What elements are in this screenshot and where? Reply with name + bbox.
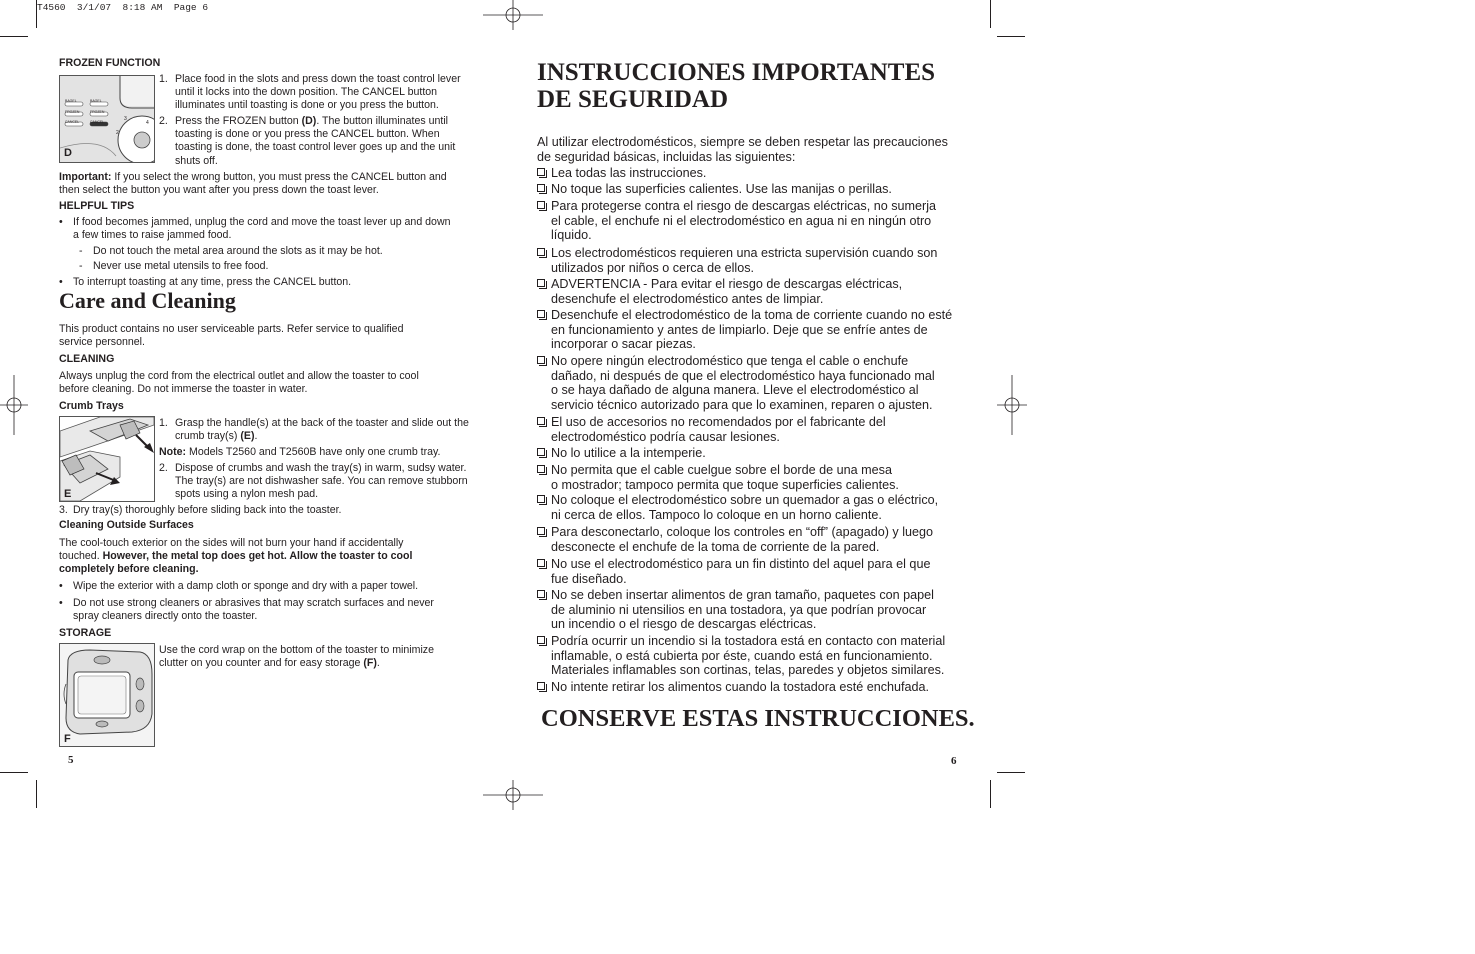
conserve-heading: CONSERVE ESTAS INSTRUCCIONES. xyxy=(541,705,975,732)
figure-reference: (E) xyxy=(240,430,255,443)
safety-item-text: un incendio o el riesgo de descargas eléctricas. xyxy=(551,617,817,631)
intro-text: de seguridad básicas, incluidas las siguientes: xyxy=(537,149,796,164)
step-text: . The button illuminates until xyxy=(316,115,449,127)
safety-item-text: servicio técnico autorizado para que lo examinen, reparen o ajusten. xyxy=(551,397,933,412)
safety-item-text: en funcionamiento y antes de limpiarlo. Deje que se enfríe antes de xyxy=(551,322,928,337)
checkbox-bullet-icon xyxy=(537,356,545,364)
safety-title-line: DE SEGURIDAD xyxy=(537,86,729,113)
safety-item-text: electrodoméstico podría causar lesiones. xyxy=(551,429,780,444)
crop-mark xyxy=(990,780,991,808)
figure-label: FROZEN xyxy=(90,110,105,114)
care-and-cleaning-title: Care and Cleaning xyxy=(59,288,236,313)
page-number: 6 xyxy=(951,755,957,767)
step-text: Dry tray(s) thoroughly before sliding back into the toaster. xyxy=(73,504,342,516)
bullet: • xyxy=(59,580,63,592)
checkbox-bullet-icon xyxy=(537,417,545,425)
checkbox-bullet-icon xyxy=(537,682,545,690)
step-text-line: toasting is done or you press the CANCEL button. When xyxy=(175,128,440,141)
storage-text: Use the cord wrap on the bottom of the toaster to minimize xyxy=(159,644,434,656)
outside-text: touched. xyxy=(59,550,103,563)
note-label: Note: xyxy=(159,446,187,458)
safety-item-text: No lo utilice a la intemperie. xyxy=(551,446,706,460)
crop-mark xyxy=(990,0,991,28)
checkbox-bullet-icon xyxy=(537,559,545,567)
safety-item-text: No opere ningún electrodoméstico que tenga el cable o enchufe xyxy=(551,354,909,368)
tip-text: To interrupt toasting at any time, press the CANCEL button. xyxy=(73,276,352,288)
safety-title-line: INSTRUCCIONES IMPORTANTES xyxy=(537,59,936,86)
care-text: This product contains no user serviceable parts. Refer service to qualified xyxy=(59,323,404,335)
step-text: crumb tray(s) xyxy=(175,430,241,443)
safety-item-text: Desenchufe el electrodoméstico de la toma de corriente cuando no esté xyxy=(551,308,953,322)
outside-paragraph xyxy=(59,537,499,577)
safety-item-text: desconecte el enchufe de la toma de corriente de la pared. xyxy=(551,539,880,554)
safety-item-text: inflamable, o está cubierta por éste, cuando está en funcionamiento. xyxy=(551,648,933,663)
safety-item-text: fue diseñado. xyxy=(551,571,627,586)
sub-tip-text: Never use metal utensils to free food. xyxy=(93,260,269,272)
safety-item-text: No use el electrodoméstico para un fin distinto del aquel para el que xyxy=(551,557,931,571)
crop-mark xyxy=(997,772,1025,773)
safety-item-text: utilizados por niños o cerca de ellos. xyxy=(551,260,755,275)
step-number: 3. xyxy=(59,504,68,516)
cord-wrap-illustration xyxy=(60,644,154,746)
safety-item-text: Podría ocurrir un incendio si la tostadora está en contacto con material xyxy=(551,634,946,648)
svg-text:2: 2 xyxy=(116,130,119,136)
important-text: If you select the wrong button, you must press the CANCEL button and xyxy=(111,171,447,183)
figure-letter: D xyxy=(64,146,72,159)
checkbox-bullet-icon xyxy=(537,448,545,456)
checkbox-bullet-icon xyxy=(537,201,545,209)
safety-item-text: de aluminio ni utensilios en una tostadora, ya que podrían provocar xyxy=(551,602,927,617)
safety-item-text: o se haya dañado de alguna manera. Lleve el electrodoméstico al xyxy=(551,383,919,397)
crop-mark xyxy=(0,772,28,773)
cleaning-text: Always unplug the cord from the electrical outlet and allow the toaster to cool xyxy=(59,370,419,382)
dash: - xyxy=(79,260,83,272)
step-number: 2. xyxy=(159,462,168,474)
safety-item-text: No toque las superficies calientes. Use las manijas o perillas. xyxy=(551,182,892,196)
crop-mark xyxy=(997,36,1025,37)
figure-letter: F xyxy=(64,732,71,745)
figure-label: BAGEL xyxy=(90,99,102,103)
checkbox-bullet-icon xyxy=(537,248,545,256)
checkbox-bullet-icon xyxy=(537,279,545,287)
crop-mark xyxy=(0,36,28,37)
safety-item-text: incorporar o sacar piezas. xyxy=(551,337,696,351)
safety-item-text: No permita que el cable cuelgue sobre el borde de una mesa xyxy=(551,463,892,477)
safety-item-text: líquido. xyxy=(551,228,592,242)
checkbox-bullet-icon xyxy=(537,590,545,598)
tip-text: If food becomes jammed, unplug the cord and move the toast lever up and down xyxy=(73,216,451,228)
safety-item-text: Para desconectarlo, coloque los controles en “off” (apagado) y luego xyxy=(551,525,934,539)
step-text-line: toasting is done, the toast control lever goes up and the unit xyxy=(175,141,456,154)
figure-reference: (D) xyxy=(301,115,317,127)
bullet: • xyxy=(59,597,63,609)
crop-mark xyxy=(36,780,37,808)
step-text: . xyxy=(254,430,258,443)
outside-text: The cool-touch exterior on the sides will not burn your hand if accidentally xyxy=(59,537,404,549)
figure-letter: E xyxy=(64,487,72,500)
safety-item-text: ni cerca de ellos. Tampoco lo coloque en un horno caliente. xyxy=(551,507,882,522)
figure-label: CANCEL xyxy=(90,120,105,124)
outside-warning: completely before cleaning. xyxy=(59,563,199,576)
frozen-heading: FROZEN FUNCTION xyxy=(59,57,161,69)
outside-warning: However, the metal top does get hot. Allow the toaster to cool xyxy=(102,550,413,563)
checkbox-bullet-icon xyxy=(537,495,545,503)
safety-item-text: Materiales inflamables son cortinas, telas, paredes y objetos similares. xyxy=(551,663,945,677)
step-text-line: Dispose of crumbs and wash the tray(s) in warm, sudsy water. xyxy=(175,462,467,474)
safety-item-text: o mostrador; tampoco permita que toque superficies calientes. xyxy=(551,477,899,492)
crumb-trays-heading: Crumb Trays xyxy=(59,400,124,412)
safety-item-text: dañado, ni después de que el electrodoméstico haya funcionado mal xyxy=(551,368,935,383)
safety-item-text: El uso de accesorios no recomendados por el fabricante del xyxy=(551,415,886,429)
step-number: 1. xyxy=(159,73,168,85)
outside-surfaces-heading: Cleaning Outside Surfaces xyxy=(59,519,194,531)
safety-item-text: ADVERTENCIA - Para evitar el riesgo de descargas eléctricas, xyxy=(551,277,903,291)
safety-title xyxy=(537,59,935,113)
safety-item-text: No coloque el electrodoméstico sobre un quemador a gas o eléctrico, xyxy=(551,493,939,507)
figure-e xyxy=(59,416,155,502)
figure-reference: (F) xyxy=(363,657,377,670)
outside-bullet-text: Wipe the exterior with a damp cloth or sponge and dry with a paper towel. xyxy=(73,580,419,592)
step-text: Press the FROZEN button xyxy=(175,115,302,127)
svg-text:3: 3 xyxy=(124,116,127,122)
step-text-line: The tray(s) are not dishwasher safe. You can remove stubborn xyxy=(175,475,468,488)
figure-f xyxy=(59,643,155,747)
step-text-line: spots using a nylon mesh pad. xyxy=(175,488,319,501)
cleaning-paragraph xyxy=(59,370,499,396)
safety-item-text: No se deben insertar alimentos de gran tamaño, paquetes con papel xyxy=(551,588,934,602)
important-note xyxy=(59,171,499,197)
safety-item-text: Lea todas las instrucciones. xyxy=(551,166,707,180)
checkbox-bullet-icon xyxy=(537,636,545,644)
storage-text: clutter on you counter and for easy storage xyxy=(159,657,364,670)
important-text: then select the button you want after you press down the toast lever. xyxy=(59,184,379,197)
crumb-tray-illustration xyxy=(60,417,154,501)
figure-label: BAGEL xyxy=(65,99,77,103)
step-text-line: until it locks into the down position. The CANCEL button xyxy=(175,86,438,99)
checkbox-bullet-icon xyxy=(537,527,545,535)
registration-mark-icon xyxy=(997,375,1027,435)
registration-mark-icon xyxy=(483,780,543,810)
step-text-line: Place food in the slots and press down the toast control lever xyxy=(175,73,461,85)
registration-mark-icon xyxy=(483,0,543,30)
step-text-line: shuts off. xyxy=(175,154,218,167)
crop-mark xyxy=(36,0,37,28)
outside-bullet-text: Do not use strong cleaners or abrasives that may scratch surfaces and never xyxy=(73,597,434,609)
svg-text:4: 4 xyxy=(146,120,149,126)
figure-d xyxy=(59,75,155,163)
bullet: • xyxy=(59,276,63,288)
step-number: 2. xyxy=(159,115,168,127)
intro-text: Al utilizar electrodomésticos, siempre se deben respetar las precauciones xyxy=(537,135,948,149)
page-number: 5 xyxy=(68,754,74,766)
care-text: service personnel. xyxy=(59,336,145,349)
safety-item-text: el cable, el enchufe ni el electrodoméstico en agua ni en ningún otro xyxy=(551,213,932,228)
cleaning-heading: CLEANING xyxy=(59,353,115,365)
safety-item-text: Para protegerse contra el riesgo de descargas eléctricas, no sumerja xyxy=(551,199,937,213)
checkbox-bullet-icon xyxy=(537,184,545,192)
step-number: 1. xyxy=(159,417,168,429)
storage-heading: STORAGE xyxy=(59,627,112,639)
important-label: Important: xyxy=(59,171,112,183)
outside-bullet-text: spray cleaners directly onto the toaster. xyxy=(73,610,258,623)
checkbox-bullet-icon xyxy=(537,465,545,473)
safety-item-text: Los electrodomésticos requieren una estricta supervisión cuando son xyxy=(551,246,938,260)
checkbox-bullet-icon xyxy=(537,168,545,176)
checkbox-bullet-icon xyxy=(537,310,545,318)
step-text-line: illuminates until toasting is done or you press the button. xyxy=(175,99,439,112)
safety-intro xyxy=(537,135,977,164)
storage-paragraph xyxy=(159,644,499,670)
bullet: • xyxy=(59,216,63,228)
sub-tip-text: Do not touch the metal area around the slots as it may be hot. xyxy=(93,245,383,257)
helpful-tips-heading: HELPFUL TIPS xyxy=(59,200,135,212)
figure-label: CANCEL xyxy=(65,120,80,124)
safety-item-text: No intente retirar los alimentos cuando la tostadora esté enchufada. xyxy=(551,680,930,694)
dash: - xyxy=(79,245,83,257)
crumb-note xyxy=(159,446,499,459)
figure-label: FROZEN xyxy=(65,110,80,114)
registration-mark-icon xyxy=(0,375,28,435)
cleaning-text: before cleaning. Do not immerse the toaster in water. xyxy=(59,383,308,396)
safety-item-text: desenchufe el electrodoméstico antes de limpiar. xyxy=(551,291,824,306)
care-paragraph xyxy=(59,323,499,349)
tip-text: a few times to raise jammed food. xyxy=(73,229,232,242)
step-text-line: Grasp the handle(s) at the back of the toaster and slide out the xyxy=(175,417,469,429)
note-text: Models T2560 and T2560B have only one crumb tray. xyxy=(186,446,441,458)
storage-text: . xyxy=(376,657,380,670)
print-slug: T4560 3/1/07 8:18 AM Page 6 xyxy=(37,2,209,13)
